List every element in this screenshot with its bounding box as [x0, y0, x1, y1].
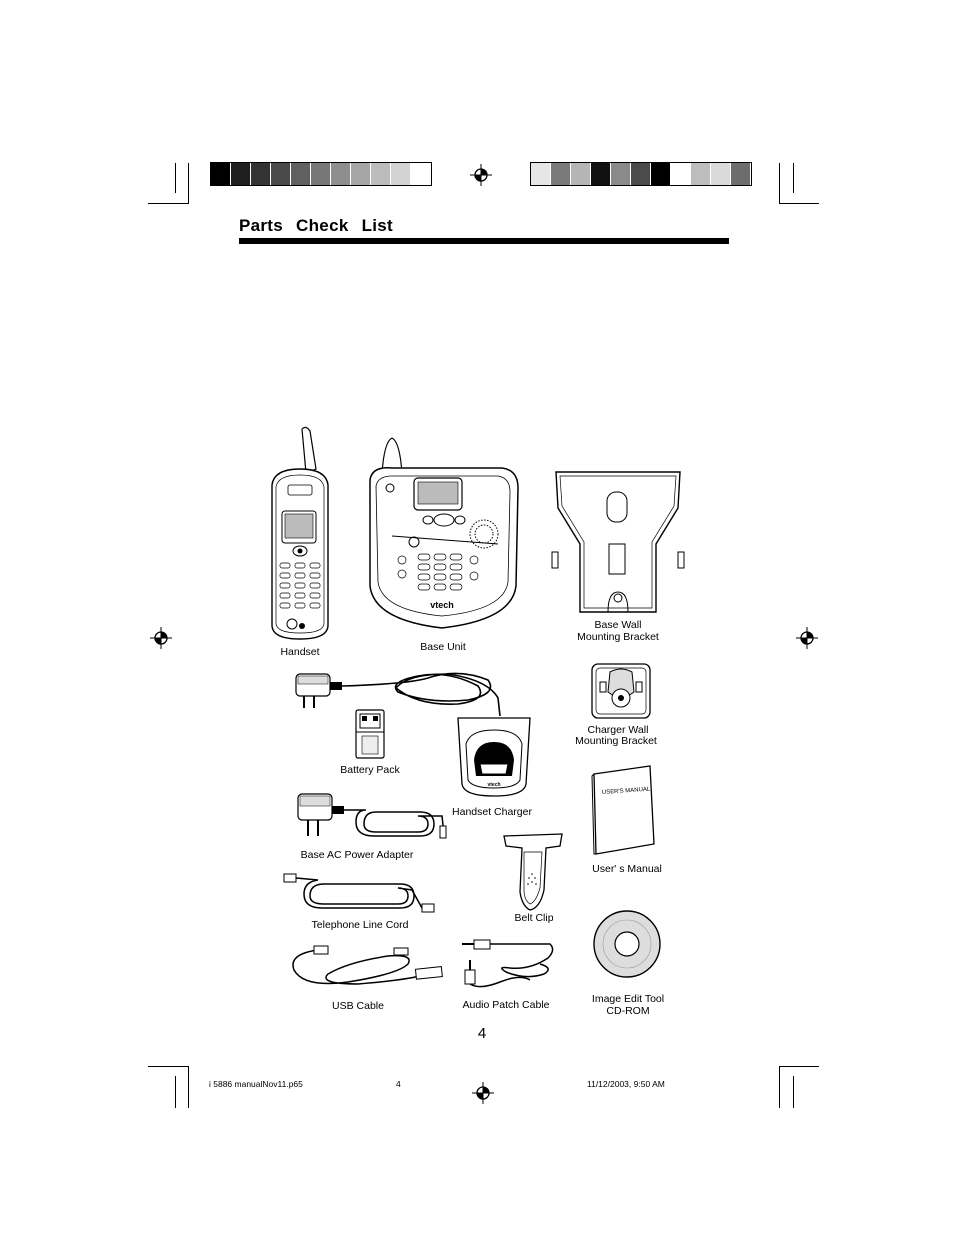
audio-patch-cable-illustration — [460, 934, 560, 992]
handset-charger-label: Handset Charger — [452, 806, 532, 818]
charger-wall-bracket-label-line1: Charger Wall — [587, 724, 649, 736]
color-swatch — [551, 163, 571, 185]
base-unit-label: Base Unit — [420, 641, 466, 653]
color-swatch — [411, 163, 431, 185]
handset-charger-illustration — [456, 714, 532, 800]
base-wall-bracket-label-line1: Base Wall — [594, 619, 642, 631]
belt-clip-label: Belt Clip — [514, 912, 554, 924]
color-swatch — [291, 163, 311, 185]
registration-mark-left — [150, 627, 172, 649]
footer-filename: i 5886 manualNov11.p65 — [209, 1079, 303, 1089]
telephone-line-cord-label: Telephone Line Cord — [311, 919, 409, 931]
registration-mark-top — [470, 164, 492, 186]
color-swatch — [591, 163, 611, 185]
color-swatch — [691, 163, 711, 185]
color-swatch — [251, 163, 271, 185]
users-manual-label: User' s Manual — [592, 863, 662, 875]
handset-label: Handset — [280, 646, 320, 658]
color-swatch — [391, 163, 411, 185]
base-wall-bracket-label-line2: Mounting Bracket — [577, 631, 659, 643]
color-swatch — [351, 163, 371, 185]
svg-text:vtech: vtech — [487, 782, 501, 788]
registration-mark-right — [796, 627, 818, 649]
charger-wall-bracket-label-line2: Mounting Bracket — [575, 735, 657, 747]
battery-pack-illustration — [352, 708, 388, 760]
charger-wall-bracket-illustration — [590, 662, 652, 720]
usb-cable-illustration — [288, 944, 452, 996]
color-swatch — [571, 163, 591, 185]
footer-timestamp: 11/12/2003, 9:50 AM — [587, 1079, 665, 1089]
color-swatch — [671, 163, 691, 185]
manual-cover-text: USER'S MANUAL — [601, 786, 651, 796]
color-swatch — [231, 163, 251, 185]
color-swatch — [311, 163, 331, 185]
color-bar-left — [210, 162, 432, 186]
cdrom-label-line1: Image Edit Tool — [591, 993, 665, 1005]
audio-patch-cable-label: Audio Patch Cable — [462, 999, 550, 1011]
color-swatch — [611, 163, 631, 185]
usb-cable-label: USB Cable — [332, 1000, 384, 1012]
page-title: Parts Check List — [239, 216, 394, 235]
title-rule — [239, 238, 729, 244]
color-swatch — [651, 163, 671, 185]
cdrom-label-line2: CD-ROM — [606, 1005, 650, 1017]
registration-mark-bottom — [472, 1082, 494, 1104]
base-ac-adapter-label: Base AC Power Adapter — [300, 849, 414, 861]
belt-clip-illustration — [502, 830, 564, 912]
color-swatch — [271, 163, 291, 185]
battery-pack-label: Battery Pack — [340, 764, 400, 776]
footer-page: 4 — [396, 1079, 401, 1089]
base-unit-illustration — [362, 436, 522, 636]
page-number: 4 — [477, 1025, 487, 1042]
handset-illustration — [266, 425, 336, 643]
telephone-line-cord-illustration — [282, 868, 440, 920]
color-bar-right — [530, 162, 752, 186]
color-swatch — [731, 163, 751, 185]
color-swatch — [531, 163, 551, 185]
color-swatch — [331, 163, 351, 185]
color-swatch — [211, 163, 231, 185]
color-swatch — [631, 163, 651, 185]
color-swatch — [371, 163, 391, 185]
base-ac-adapter-illustration — [294, 790, 456, 850]
users-manual-illustration — [590, 764, 656, 856]
cdrom-illustration — [592, 908, 662, 980]
color-swatch — [711, 163, 731, 185]
base-wall-bracket-illustration — [552, 466, 684, 618]
base-brand-text: vtech — [430, 600, 454, 610]
